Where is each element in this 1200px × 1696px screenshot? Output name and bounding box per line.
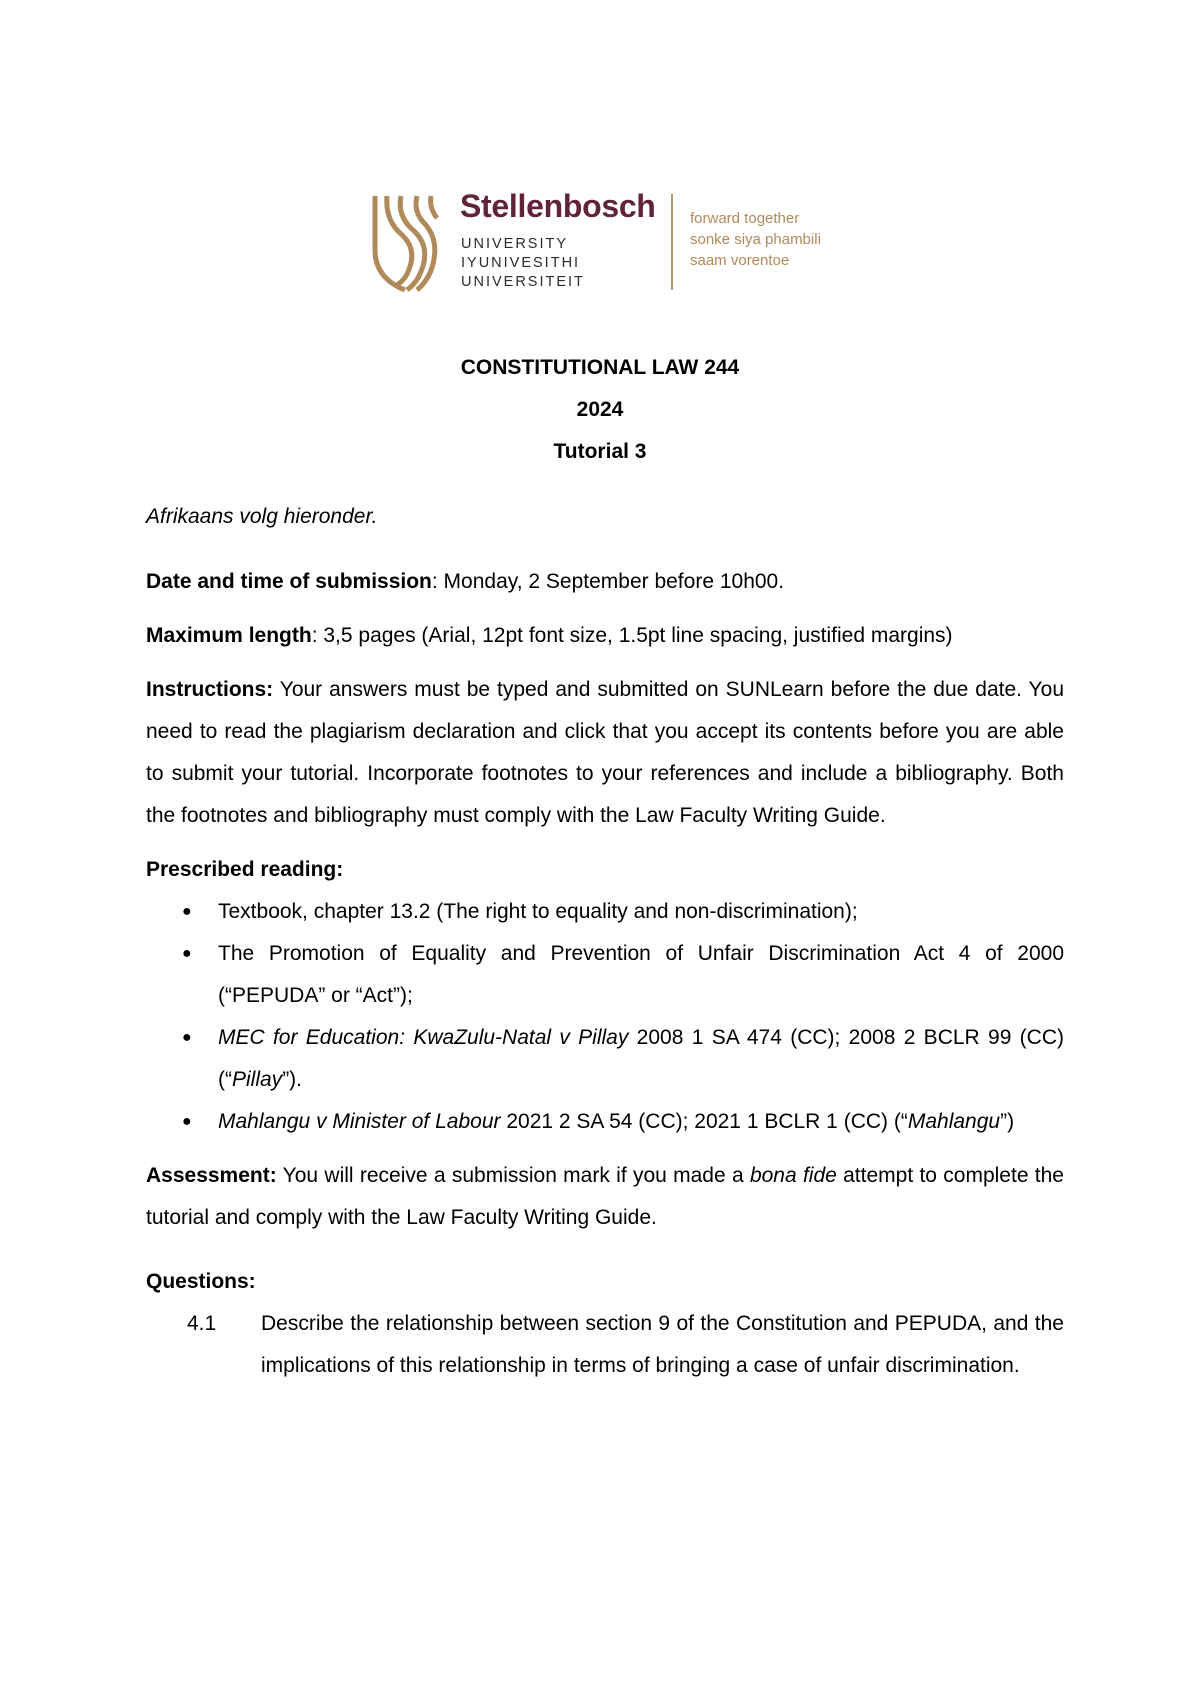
tagline-afrikaans: saam vorentoe [690, 252, 790, 269]
question-number: 4.1 [187, 1312, 217, 1335]
course-year: 2024 [576, 398, 624, 421]
list-item: ● The Promotion of Equality and Prevention of Unfair Discrimination Act 4 of 2000 (“PEPUDA” or “Act”); [146, 933, 1064, 1017]
assessment-label: Assessment: [146, 1164, 277, 1187]
course-title: CONSTITUTIONAL LAW 244 [460, 356, 740, 379]
university-sub-afrikaans: UNIVERSITEIT [461, 274, 585, 290]
submission-value: : Monday, 2 September before 10h00. [431, 570, 785, 593]
afrikaans-note: Afrikaans volg hieronder. [146, 505, 378, 528]
university-logo [371, 190, 851, 296]
document-body [146, 502, 1064, 1387]
prescribed-reading-list [146, 891, 1064, 1143]
university-sub-english: UNIVERSITY [461, 236, 569, 252]
max-length-line [146, 615, 1064, 657]
tagline-xhosa: sonke siya phambili [690, 231, 821, 248]
list-item: ● Textbook, chapter 13.2 (The right to equality and non-discrimination); [146, 891, 1064, 933]
bullet-icon: ● [182, 903, 192, 920]
stellenbosch-emblem-icon [371, 190, 441, 292]
assessment-paragraph: Assessment: You will receive a submission mark if you made a bona fide attempt to complete the tutorial and comply with the Law Faculty Writing Guide. [146, 1164, 1064, 1229]
university-sub-xhosa: IYUNIVESITHI [461, 255, 581, 271]
tutorial-number: Tutorial 3 [553, 440, 647, 463]
submission-label: Date and time of submission [146, 570, 432, 593]
bullet-icon: ● [182, 1113, 192, 1130]
max-length-label: Maximum length [146, 624, 312, 647]
bullet-icon: ● [182, 1029, 192, 1046]
instructions-paragraph [146, 669, 1064, 837]
tagline-english: forward together [690, 210, 800, 227]
list-item: ● MEC for Education: KwaZulu-Natal v Pillay 2008 1 SA 474 (CC); 2008 2 BCLR 99 (CC) (“Pillay”). [146, 1017, 1064, 1101]
max-length-value: : 3,5 pages (Arial, 12pt font size, 1.5pt line spacing, justified margins) [311, 624, 953, 647]
question-text: Describe the relationship between section 9 of the Constitution and PEPUDA, and the implications of this relationship in terms of bringing a case of unfair discrimination. [261, 1312, 1064, 1377]
prescribed-heading: Prescribed reading: [146, 858, 344, 881]
case-name: Mahlangu v Minister of Labour [218, 1110, 501, 1133]
list-item: ● Mahlangu v Minister of Labour 2021 2 SA 54 (CC); 2021 1 BCLR 1 (CC) (“Mahlangu”) [146, 1101, 1064, 1143]
submission-line [146, 561, 1064, 603]
instructions-text: Your answers must be typed and submitted on SUNLearn before the due date. You need to read the plagiarism declaration and click that you accept its contents before you are able to submit your tutorial. Incorporate footnotes to your references and include a bibliography. Both the footnotes and bibliography must comply with the Law Faculty Writing Guide. [146, 678, 1064, 827]
question-item [146, 1303, 1064, 1387]
instructions-label: Instructions: [146, 678, 274, 701]
university-name: Stellenbosch [460, 188, 656, 224]
case-name: MEC for Education: KwaZulu-Natal v Pillay [218, 1026, 629, 1049]
document-title [0, 354, 1200, 480]
logo-divider [671, 194, 673, 290]
questions-heading: Questions: [146, 1270, 256, 1293]
bullet-icon: ● [182, 945, 192, 962]
